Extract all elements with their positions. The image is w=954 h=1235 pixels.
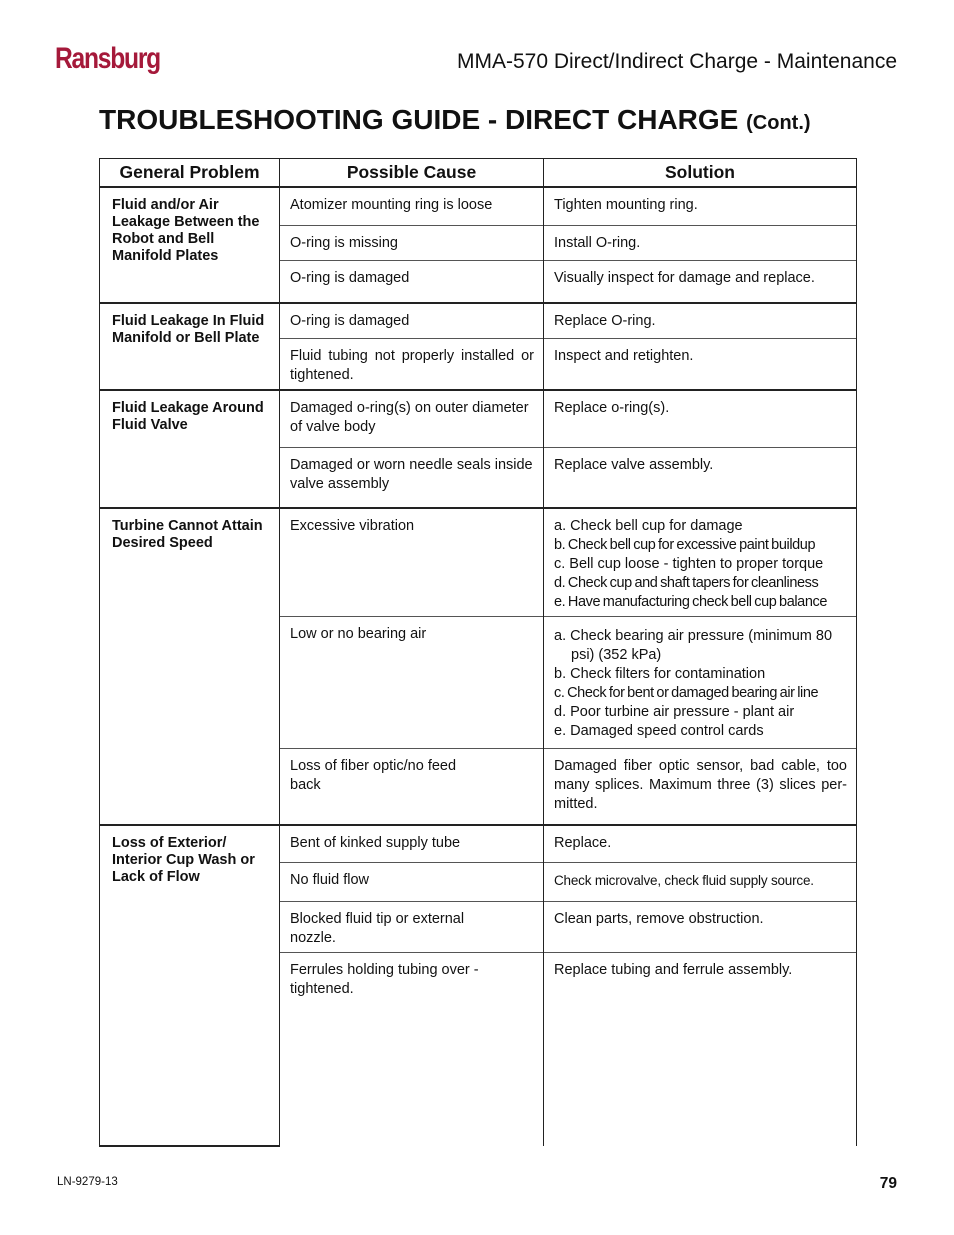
cause-cell: Bent of kinked supply tube (280, 825, 544, 862)
solution-item: e. Have manufacturing check bell cup balance (554, 594, 828, 610)
cause-cell: O-ring is missing (280, 225, 544, 260)
troubleshooting-table (99, 158, 857, 1147)
solution-cell: Tighten mounting ring. (544, 187, 857, 225)
solution-cell: Inspect and retighten. (544, 338, 857, 390)
solution-item: d. Poor turbine air pressure - plant air (554, 703, 795, 720)
cause-cell: Blocked fluid tip or external nozzle. (280, 901, 544, 952)
solution-item: b. Check bell cup for excessive paint buildup (554, 537, 816, 553)
cause-cell: No fluid flow (280, 862, 544, 901)
solution-cell: Visually inspect for damage and replace. (544, 260, 857, 303)
solution-cell: Damaged fiber optic sensor, bad cable, too many splices. Maximum three (3) slices per-mitted. (544, 748, 857, 825)
solution-cell: Replace O-ring. (544, 303, 857, 338)
page-title-main: TROUBLESHOOTING GUIDE - DIRECT CHARGE (99, 104, 739, 135)
solution-cell: Replace. (544, 825, 857, 862)
cause-cell: Damaged o-ring(s) on outer diameter of valve body (280, 390, 544, 447)
column-header-possible-cause: Possible Cause (280, 159, 544, 188)
cause-cell: Excessive vibration (280, 508, 544, 616)
table-row (100, 390, 857, 447)
cause-cell: Damaged or worn needle seals inside valve assembly (280, 447, 544, 508)
solution-cell: Replace valve assembly. (544, 447, 857, 508)
cause-cell: O-ring is damaged (280, 260, 544, 303)
solution-item: e. Damaged speed control cards (554, 722, 764, 739)
document-number: LN-9279-13 (57, 1176, 118, 1188)
column-header-solution: Solution (544, 159, 857, 188)
solution-cell: Replace o-ring(s). (544, 390, 857, 447)
solution-cell (544, 508, 857, 616)
cause-cell: Loss of fiber optic/no feed back (280, 748, 544, 825)
table-row (100, 187, 857, 225)
table-header-row (100, 159, 857, 188)
page-number: 79 (879, 1175, 897, 1192)
page-title-suffix: (Cont.) (746, 112, 811, 134)
solution-cell: Install O-ring. (544, 225, 857, 260)
problem-cell: Fluid Leakage In Fluid Manifold or Bell Plate (100, 303, 280, 390)
solution-item: a. Check bearing air pressure (minimum 80 psi) (352 kPa) (554, 627, 833, 663)
solution-item: c. Check for bent or damaged bearing air line (554, 684, 819, 701)
document-header-title: MMA-570 Direct/Indirect Charge - Maintenance (456, 50, 897, 73)
problem-cell: Turbine Cannot Attain Desired Speed (100, 508, 280, 825)
solution-cell: Clean parts, remove obstruction. (544, 901, 857, 952)
problem-cell: Fluid Leakage Around Fluid Valve (100, 390, 280, 508)
solution-item: b. Check filters for contamination (554, 665, 766, 682)
cause-cell: Fluid tubing not properly installed or tightened. (280, 338, 544, 390)
cause-cell: Low or no bearing air (280, 616, 544, 748)
solution-item: a. Check bell cup for damage (554, 518, 743, 534)
solution-cell: Check microvalve, check fluid supply source. (544, 862, 857, 901)
solution-item: d. Check cup and shaft tapers for cleanliness (554, 575, 819, 591)
solution-cell: Replace tubing and ferrule assembly. (544, 952, 857, 1146)
cause-cell: Atomizer mounting ring is loose (280, 187, 544, 225)
page-title (99, 104, 811, 136)
cause-cell: Ferrules holding tubing over -tightened. (280, 952, 544, 1146)
table-row (100, 303, 857, 338)
ransburg-logo: Ransburg (55, 42, 160, 75)
table-row (100, 825, 857, 862)
problem-cell: Loss of Exterior/ Interior Cup Wash or Lack of Flow (100, 825, 280, 1146)
table-row (100, 508, 857, 616)
problem-cell: Fluid and/or Air Leakage Between the Robot and Bell Manifold Plates (100, 187, 280, 303)
cause-cell: O-ring is damaged (280, 303, 544, 338)
column-header-general-problem: General Problem (100, 159, 280, 188)
solution-item: c. Bell cup loose - tighten to proper torque (554, 556, 824, 572)
solution-cell (544, 616, 857, 748)
